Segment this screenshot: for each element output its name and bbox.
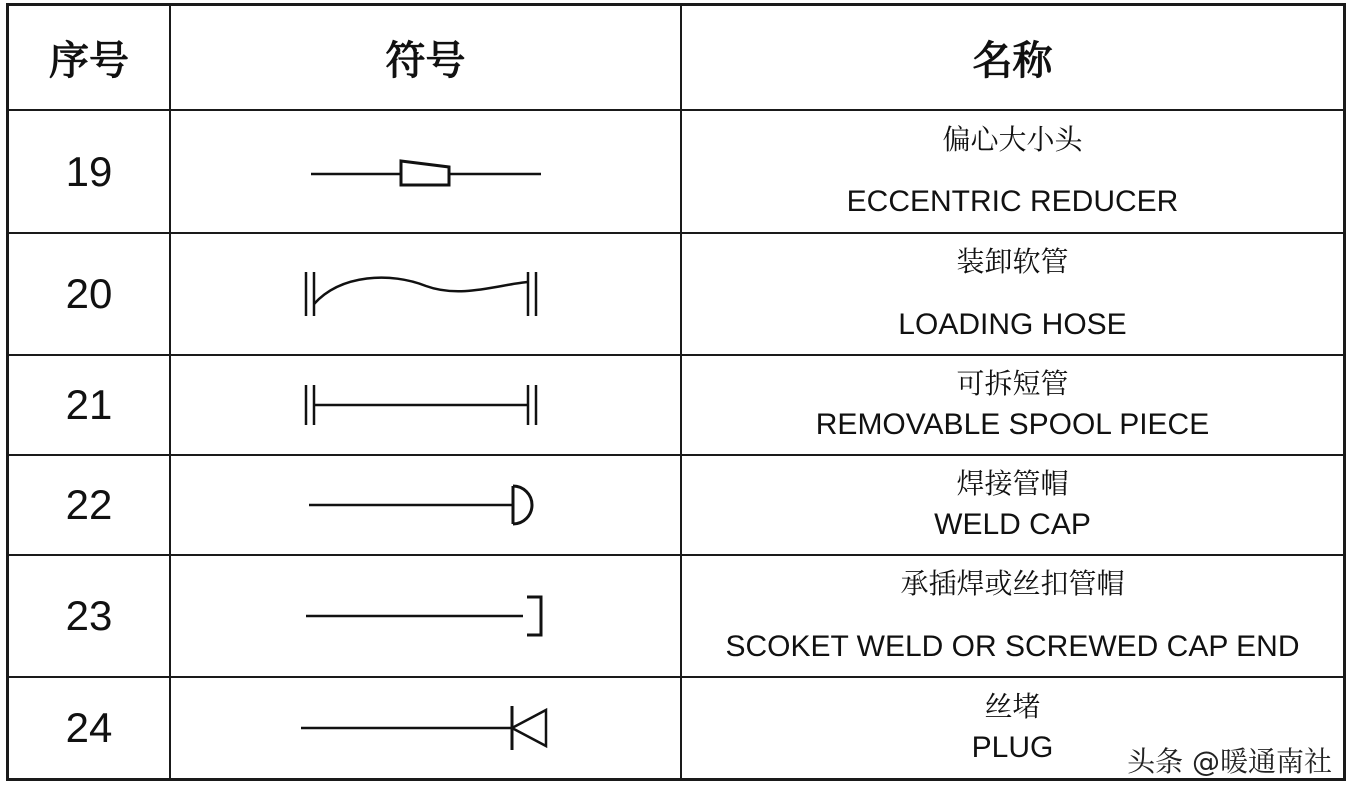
name-cell — [681, 110, 1343, 233]
watermark: 头条 @暖通南社 — [1127, 745, 1332, 778]
symbol-table — [6, 3, 1346, 781]
name-english: REMOVABLE SPOOL PIECE — [815, 407, 1210, 441]
table-row — [9, 110, 1343, 233]
table-row — [9, 233, 1343, 355]
weld-cap-icon — [301, 480, 551, 530]
table-row — [9, 455, 1343, 555]
table-row — [9, 355, 1343, 455]
symbol-cell — [170, 355, 681, 455]
symbol-cell — [170, 110, 681, 233]
eccentric-reducer-icon — [306, 147, 546, 197]
plug-icon — [296, 703, 556, 753]
header-name: 名称 — [681, 6, 1343, 110]
name-english: SCOKET WELD OR SCREWED CAP END — [725, 629, 1300, 663]
symbol-cell — [170, 677, 681, 778]
header-symbol: 符号 — [170, 6, 681, 110]
symbol-cell — [170, 455, 681, 555]
table-row — [9, 555, 1343, 677]
loading-hose-icon — [301, 264, 551, 324]
removable-spool-piece-icon — [301, 380, 551, 430]
header-row — [9, 6, 1343, 110]
name-english: WELD CAP — [934, 507, 1091, 541]
name-chinese: 装卸软管 — [956, 245, 1069, 279]
row-number: 22 — [9, 455, 170, 555]
name-english: LOADING HOSE — [898, 307, 1127, 341]
name-chinese: 可拆短管 — [956, 367, 1069, 401]
name-english: ECCENTRIC REDUCER — [846, 185, 1179, 219]
name-chinese: 承插焊或丝扣管帽 — [900, 567, 1125, 601]
name-cell — [681, 355, 1343, 455]
row-number: 19 — [9, 110, 170, 233]
symbol-table-grid — [9, 6, 1343, 778]
symbol-cell — [170, 555, 681, 677]
name-cell — [681, 455, 1343, 555]
name-cell — [681, 555, 1343, 677]
row-number: 24 — [9, 677, 170, 778]
name-english: PLUG — [971, 730, 1054, 764]
row-number: 20 — [9, 233, 170, 355]
header-number: 序号 — [9, 6, 170, 110]
symbol-cell — [170, 233, 681, 355]
row-number: 21 — [9, 355, 170, 455]
socket-weld-cap-icon — [301, 591, 551, 641]
name-chinese: 偏心大小头 — [942, 122, 1083, 156]
name-chinese: 焊接管帽 — [956, 467, 1069, 501]
name-cell — [681, 233, 1343, 355]
name-chinese: 丝堵 — [984, 690, 1041, 724]
row-number: 23 — [9, 555, 170, 677]
